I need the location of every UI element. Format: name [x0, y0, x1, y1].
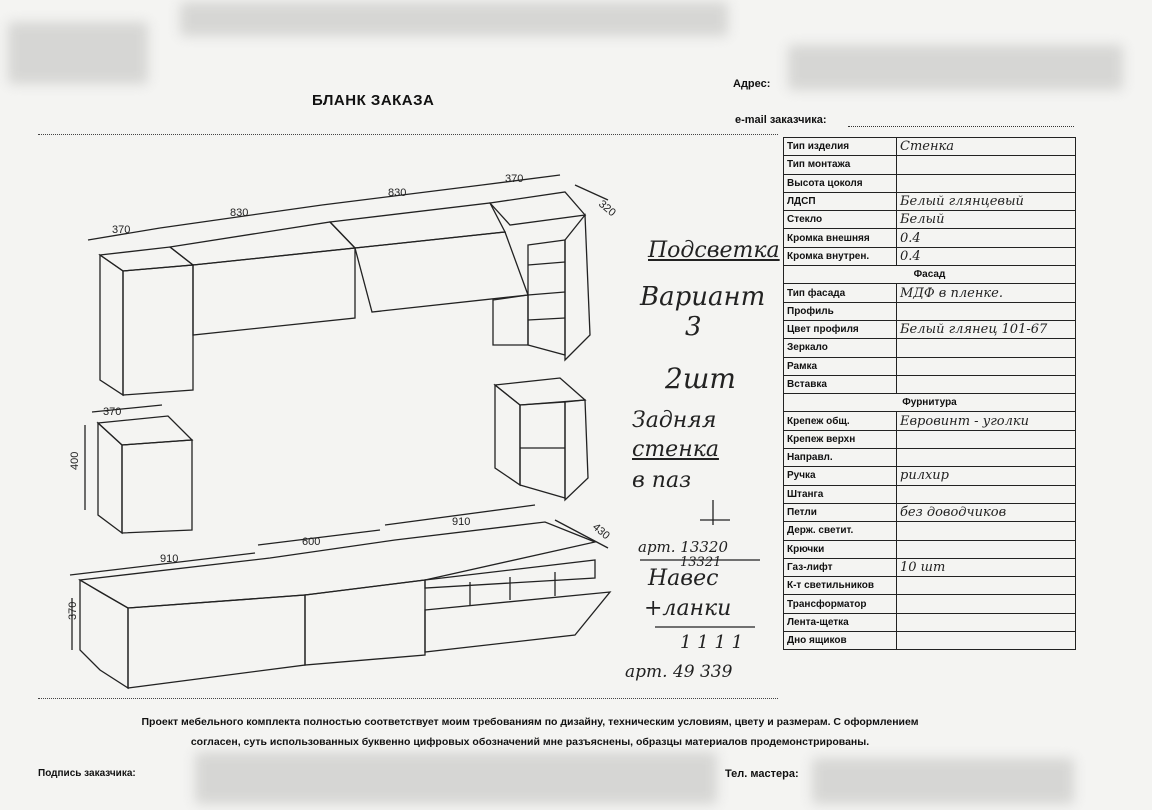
table-row [784, 558, 1076, 576]
spec-key: Трансформатор [784, 595, 897, 613]
note-tally: 1 1 1 1 [680, 632, 743, 653]
spec-key: Направл. [784, 449, 897, 467]
table-row [784, 284, 1076, 302]
table-row [784, 156, 1076, 174]
table-row [784, 138, 1076, 156]
dim-label: 370 [505, 173, 524, 185]
address-label: Адрес: [733, 78, 771, 90]
table-row [784, 192, 1076, 210]
spec-value [897, 174, 1076, 192]
footer-statement-1: Проект мебельного комплекта полностью соответствует моим требованиям по дизайну, техническим условиям, цвету и размерам. С оформлением [141, 716, 919, 728]
note-variant-number: 3 [685, 312, 702, 342]
table-row [784, 449, 1076, 467]
dim-label: 830 [230, 207, 249, 219]
table-row [784, 522, 1076, 540]
spec-value: 0.4 [897, 247, 1076, 265]
table-row [784, 485, 1076, 503]
note-quantity: 2шт [665, 362, 736, 395]
section-title: Фасад [784, 266, 1076, 284]
spec-key: Крючки [784, 540, 897, 558]
dim-label: 370 [67, 601, 79, 620]
spec-table [783, 137, 1076, 650]
note-article-1: арт. 13320 [638, 538, 729, 556]
note-variant: Вариант [640, 282, 766, 312]
bottom-unit [70, 505, 610, 688]
spec-value [897, 522, 1076, 540]
dim-label: 370 [112, 224, 131, 236]
spec-value: 0.4 [897, 229, 1076, 247]
spec-key: Тип монтажа [784, 156, 897, 174]
note-article-2: 13321 [680, 555, 722, 570]
spec-value: Стенка [897, 138, 1076, 156]
table-row [784, 430, 1076, 448]
spec-value [897, 577, 1076, 595]
dim-label: 400 [69, 451, 81, 470]
spec-value: Белый [897, 211, 1076, 229]
section-title: Фурнитура [784, 394, 1076, 412]
table-row [784, 247, 1076, 265]
spec-key: Держ. светит. [784, 522, 897, 540]
phone-label: Тел. мастера: [725, 768, 799, 780]
spec-value [897, 156, 1076, 174]
spec-key: Крепеж верхн [784, 430, 897, 448]
spec-key: Кромка внешняя [784, 229, 897, 247]
spec-value: 10 шт [897, 558, 1076, 576]
spec-key: Лента-щетка [784, 613, 897, 631]
table-row [784, 540, 1076, 558]
dim-label: 430 [590, 521, 612, 543]
spec-key: ЛДСП [784, 192, 897, 210]
dim-label: 320 [596, 198, 618, 220]
table-row [784, 613, 1076, 631]
table-row [784, 375, 1076, 393]
top-wall-unit [100, 192, 590, 395]
spec-key: Штанга [784, 485, 897, 503]
note-back-wall-3: в паз [632, 468, 692, 493]
spec-key: Дно ящиков [784, 632, 897, 650]
table-row [784, 229, 1076, 247]
dim-label: 600 [302, 536, 321, 548]
spec-key: Рамка [784, 357, 897, 375]
spec-key: Газ-лифт [784, 558, 897, 576]
table-row [784, 174, 1076, 192]
table-row [784, 467, 1076, 485]
dim-label: 370 [103, 406, 122, 418]
table-row [784, 302, 1076, 320]
small-cabinet-left [85, 405, 192, 533]
note-back-wall-1: Задняя [632, 408, 717, 433]
spec-value: МДФ в пленке. [897, 284, 1076, 302]
note-back-wall-2: стенка [632, 437, 719, 462]
spec-value: Белый глянец 101-67 [897, 320, 1076, 338]
note-article-3: арт. 49 339 [625, 662, 733, 682]
table-row [784, 577, 1076, 595]
spec-key: Высота цоколя [784, 174, 897, 192]
table-row [784, 320, 1076, 338]
spec-key: Вставка [784, 375, 897, 393]
spec-key: Петли [784, 503, 897, 521]
spec-value: Евровинт - уголки [897, 412, 1076, 430]
spec-key: Зеркало [784, 339, 897, 357]
table-row [784, 412, 1076, 430]
spec-key: К-т светильников [784, 577, 897, 595]
note-strips: +ланки [644, 596, 732, 621]
signature-label: Подпись заказчика: [38, 768, 136, 779]
spec-value [897, 540, 1076, 558]
note-lighting: Подсветка [648, 238, 780, 263]
spec-value [897, 375, 1076, 393]
spec-value: без доводчиков [897, 503, 1076, 521]
section-header-fittings [784, 394, 1076, 412]
note-hinge: Навес [648, 566, 719, 591]
spec-key: Цвет профиля [784, 320, 897, 338]
page-title: БЛАНК ЗАКАЗА [312, 92, 435, 109]
open-cabinet-right [495, 378, 588, 500]
spec-value [897, 339, 1076, 357]
dim-label: 910 [160, 553, 179, 565]
dim-label: 830 [388, 187, 407, 199]
spec-value: рилхир [897, 467, 1076, 485]
dim-label: 910 [452, 516, 471, 528]
email-label: e-mail заказчика: [735, 114, 827, 126]
spec-key: Тип изделия [784, 138, 897, 156]
spec-key: Тип фасада [784, 284, 897, 302]
spec-value [897, 449, 1076, 467]
spec-value: Белый глянцевый [897, 192, 1076, 210]
spec-value [897, 302, 1076, 320]
table-row [784, 503, 1076, 521]
spec-key: Крепеж общ. [784, 412, 897, 430]
spec-value [897, 485, 1076, 503]
spec-key: Кромка внутрен. [784, 247, 897, 265]
spec-value [897, 595, 1076, 613]
table-row [784, 632, 1076, 650]
table-row [784, 595, 1076, 613]
table-row [784, 211, 1076, 229]
spec-value [897, 430, 1076, 448]
spec-value [897, 632, 1076, 650]
table-row [784, 339, 1076, 357]
footer-statement-2: согласен, суть использованных буквенно цифровых обозначений мне разъяснены, образцы материалов продемонстрированы. [190, 736, 870, 748]
spec-key: Профиль [784, 302, 897, 320]
table-row [784, 357, 1076, 375]
spec-value [897, 357, 1076, 375]
spec-value [897, 613, 1076, 631]
spec-key: Стекло [784, 211, 897, 229]
spec-key: Ручка [784, 467, 897, 485]
section-header-facade [784, 266, 1076, 284]
